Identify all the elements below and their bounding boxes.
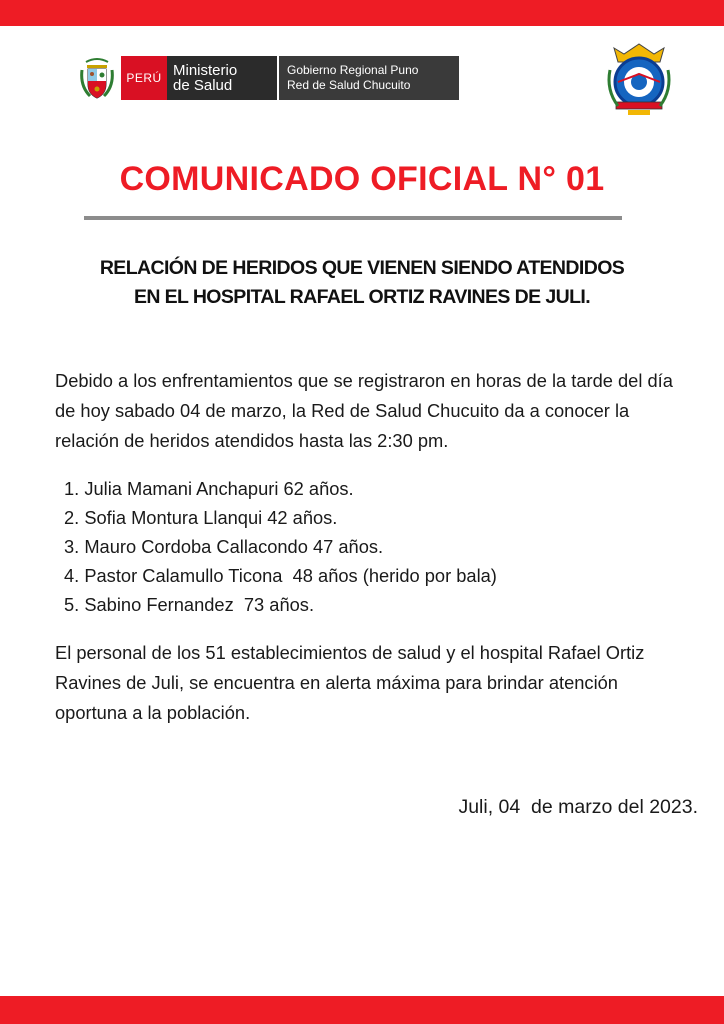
gobierno-line2: Red de Salud Chucuito bbox=[287, 78, 411, 92]
gobierno-regional-block bbox=[279, 56, 459, 100]
ministerio-line1: Ministerio bbox=[173, 62, 238, 79]
title-divider bbox=[84, 216, 622, 220]
gobierno-line1: Gobierno Regional Puno bbox=[287, 63, 419, 77]
peru-label: PERÚ bbox=[121, 56, 167, 100]
list-item: 1. Julia Mamani Anchapuri 62 años. bbox=[64, 478, 354, 499]
ministerio-line2: de Salud bbox=[173, 77, 233, 94]
top-red-band bbox=[0, 0, 724, 26]
intro-paragraph: Debido a los enfrentamientos que se registraron en horas de la tarde del día de hoy sabado 04 de marzo, la Red de Salud Chucuito da a conocer la relación de heridos atendidos hasta las 2:30 pm. bbox=[55, 370, 673, 451]
peru-coat-of-arms-icon bbox=[80, 56, 114, 100]
closing-paragraph: El personal de los 51 establecimientos de salud y el hospital Rafael Ortiz Ravines de Juli, se encuentra en alerta máxima para brindar atención oportuna a la población. bbox=[55, 642, 645, 723]
minsa-logo bbox=[121, 56, 459, 100]
bottom-red-band bbox=[0, 996, 724, 1024]
list-item: 5. Sabino Fernandez 73 años. bbox=[64, 594, 315, 615]
page-title: COMUNICADO OFICIAL N° 01 bbox=[119, 160, 605, 198]
ministerio-de-salud-block bbox=[167, 56, 279, 100]
subtitle bbox=[0, 254, 724, 312]
red-salud-chucuito-emblem-icon bbox=[604, 40, 674, 118]
list-item: 4. Pastor Calamullo Ticona 48 años (herido por bala) bbox=[64, 565, 497, 586]
injured-list bbox=[64, 474, 497, 619]
subtitle-line1: RELACIÓN DE HERIDOS QUE VIENEN SIENDO ATENDIDOS bbox=[99, 257, 625, 279]
list-item: 3. Mauro Cordoba Callacondo 47 años. bbox=[64, 536, 384, 557]
subtitle-line2: EN EL HOSPITAL RAFAEL ORTIZ RAVINES DE JULI. bbox=[133, 286, 591, 308]
list-item: 2. Sofia Montura Llanqui 42 años. bbox=[64, 507, 338, 528]
date-line: Juli, 04 de marzo del 2023. bbox=[458, 796, 698, 818]
